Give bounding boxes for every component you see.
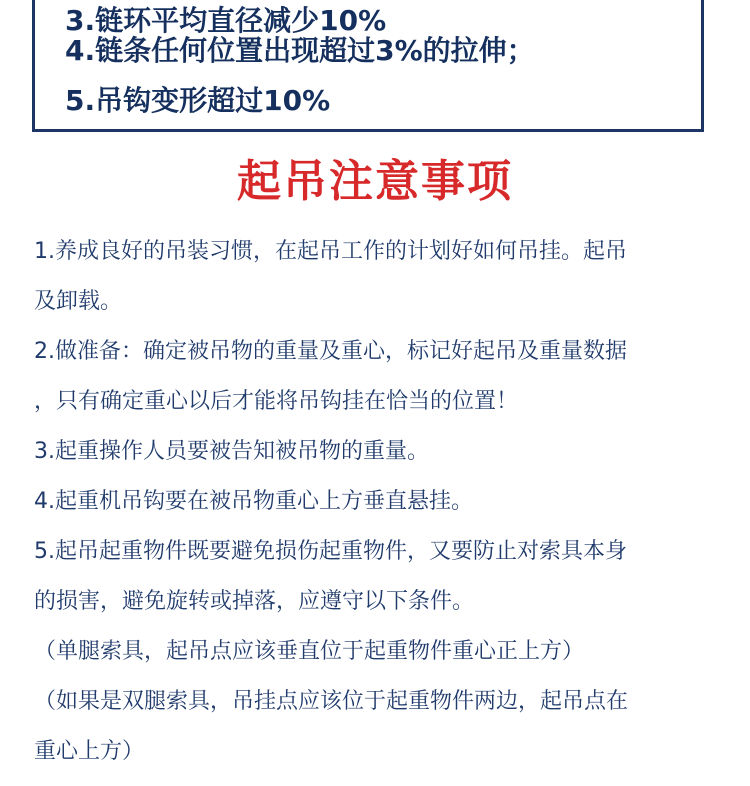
criteria-item-5: 5.吊钩变形超过10%: [65, 84, 331, 117]
note-line: 5.起吊起重物件既要避免损伤起重物件，又要防止对索具本身: [34, 539, 627, 564]
note-line: 2.做准备：确定被吊物的重量及重心，标记好起吊及重量数据: [34, 339, 627, 364]
section-title: 起吊注意事项: [237, 156, 513, 207]
note-line: （如果是双腿索具，吊挂点应该位于起重物件两边，起吊点在: [34, 689, 629, 714]
lifting-notes-list: [34, 227, 724, 777]
note-line: 4.起重机吊钩要在被吊物重心上方垂直悬挂。: [34, 489, 473, 514]
note-line: 1.养成良好的吊装习惯，在起吊工作的计划好如何吊挂。起吊: [34, 239, 627, 264]
criteria-item-3: 3.链环平均直径减少10%: [65, 4, 387, 37]
note-line: 的损害，避免旋转或掉落，应遵守以下条件。: [34, 589, 475, 614]
criteria-item-4: 4.链条任何位置出现超过3%的拉伸；: [65, 34, 535, 67]
note-line: 3.起重操作人员要被告知被吊物的重量。: [34, 439, 429, 464]
note-line: （单腿索具，起吊点应该垂直位于起重物件重心正上方）: [34, 639, 585, 664]
note-line: ，只有确定重心以后才能将吊钩挂在恰当的位置！: [34, 389, 519, 414]
note-line: 及卸载。: [34, 289, 123, 314]
note-line: 重心上方）: [34, 739, 145, 764]
scrap-criteria-box: [32, 0, 704, 132]
